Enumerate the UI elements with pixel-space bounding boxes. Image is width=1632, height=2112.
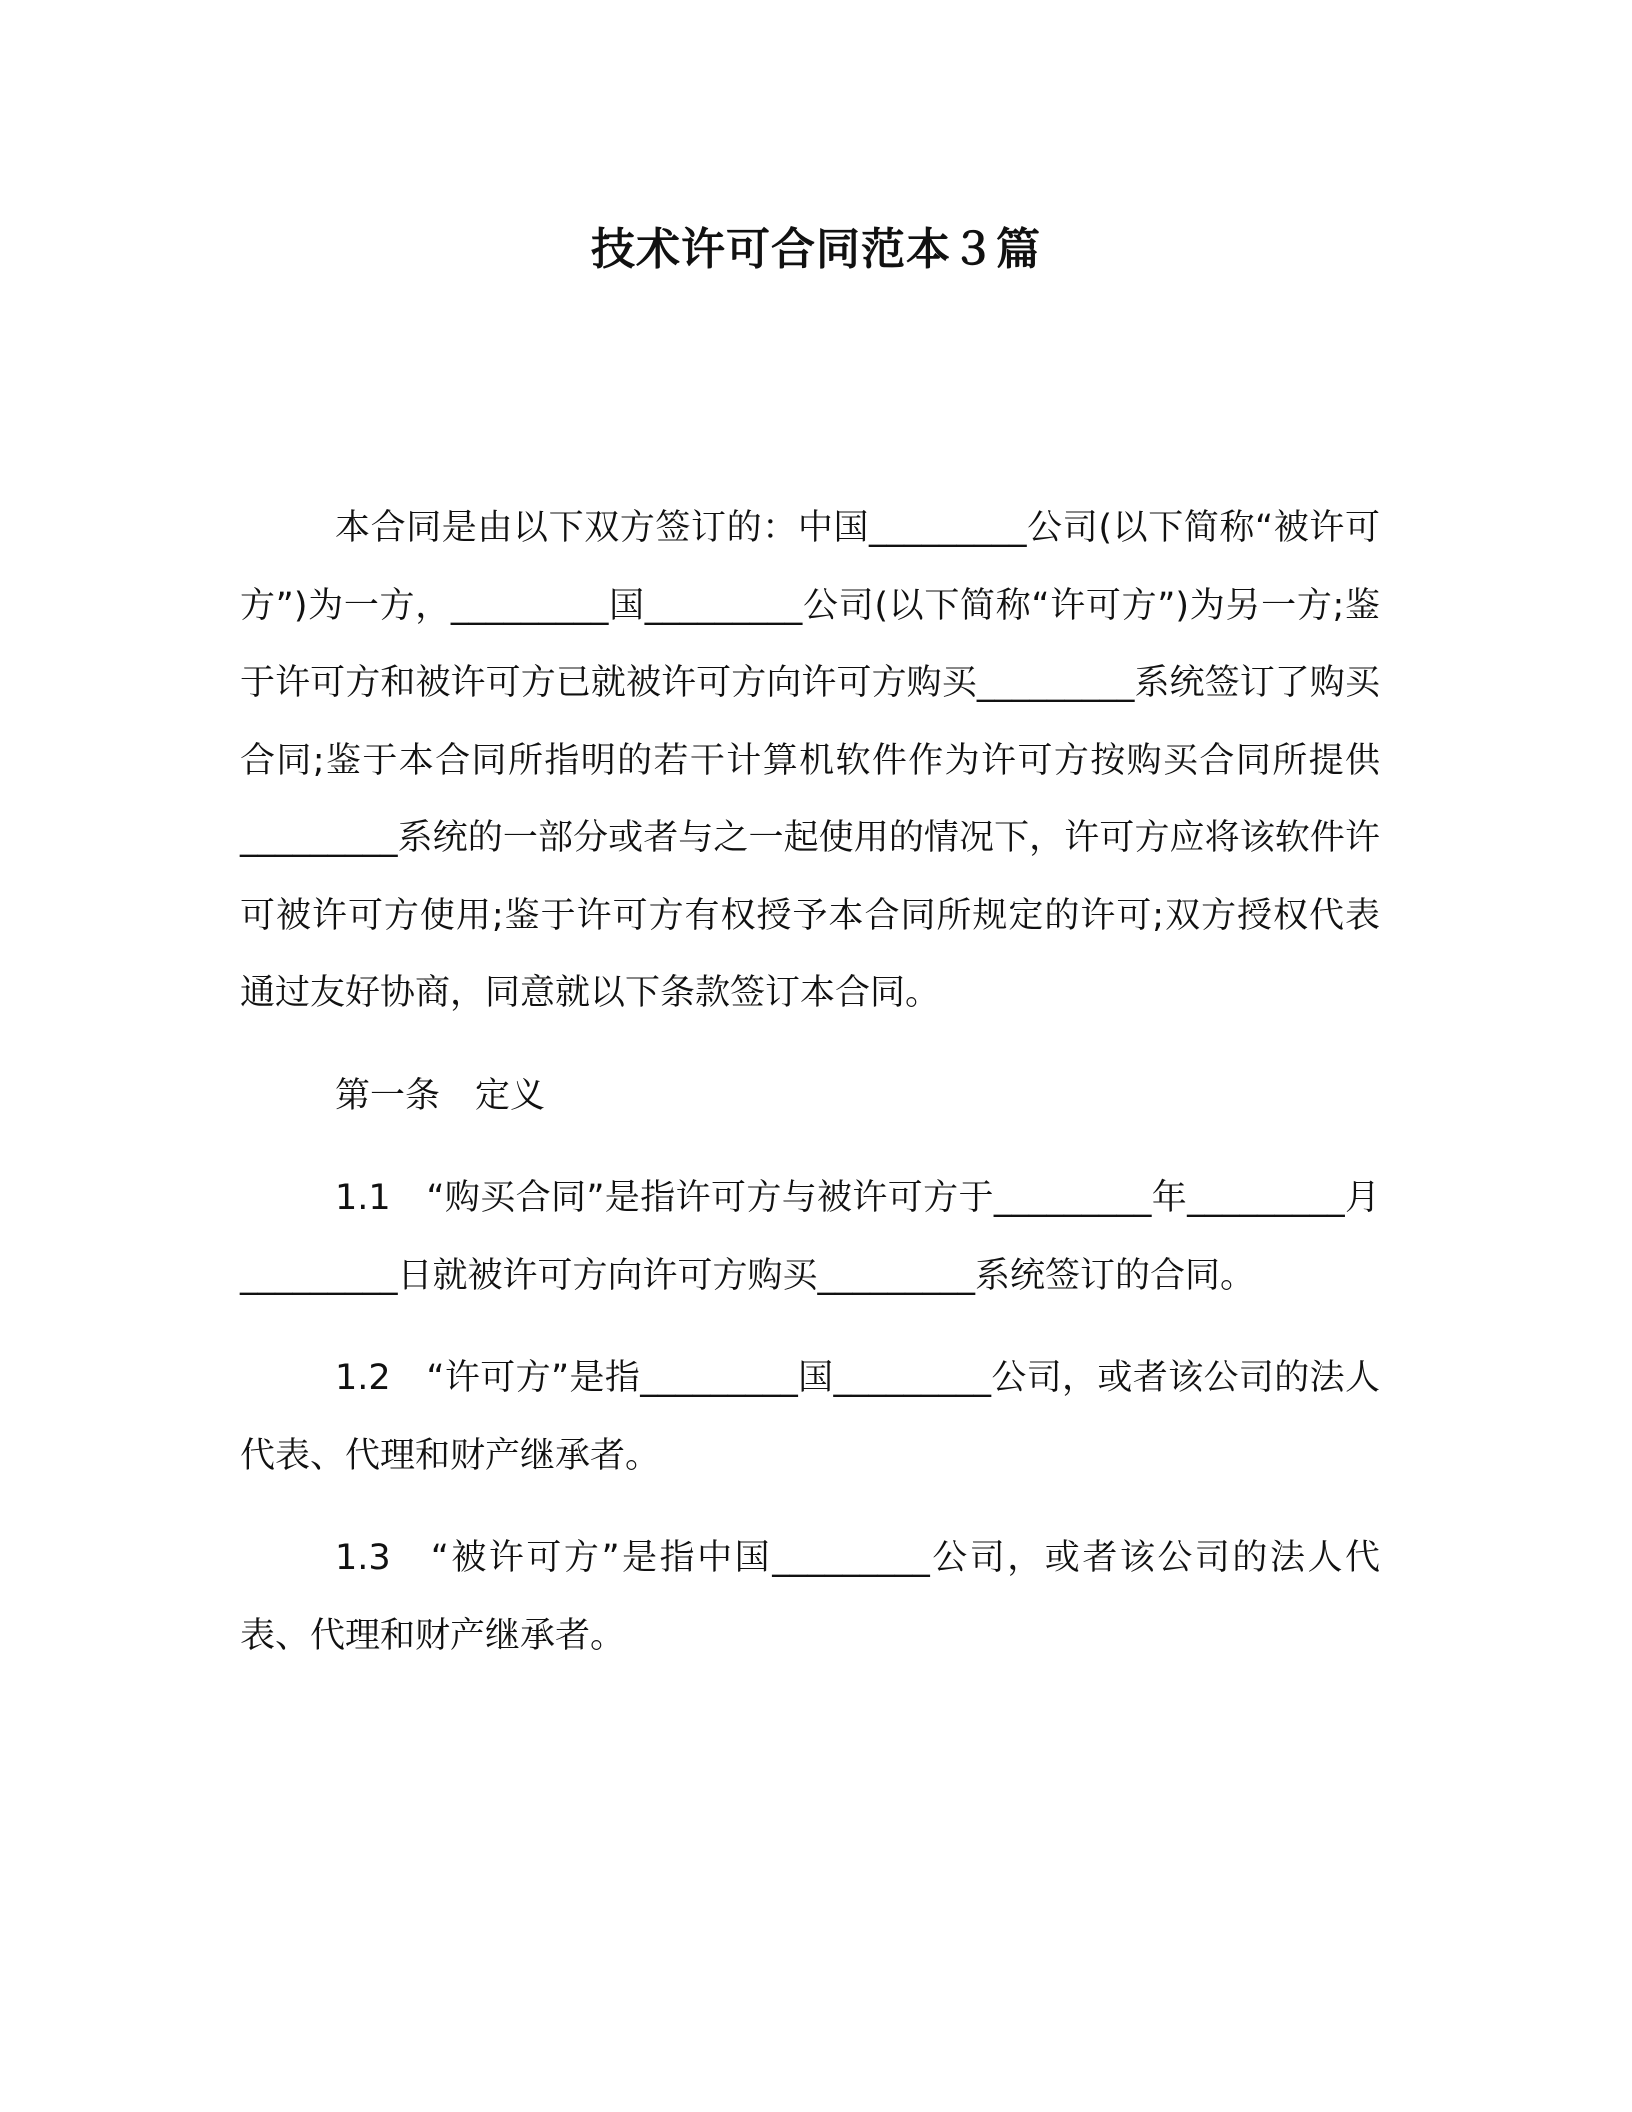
article-1-heading: 第一条 定义 xyxy=(335,1075,546,1116)
document-body xyxy=(240,490,1380,1675)
clause-1-1: 1.1 “购买合同”是指许可方与被许可方于_________年_________月_________日就被许可方向许可方购买_________系统签订的合同。 xyxy=(240,1178,1380,1296)
intro-paragraph: 本合同是由以下双方签订的：中国_________公司(以下简称“被许可方”)为一方，_________国_________公司(以下简称“许可方”)为另一方;鉴于许可方和被许可方已就被许可方向许可方购买_________系统签订了购买合同;鉴于本合同所指明的若干计算机软件作为许可方按购买合同所提供_________系统的一部分或者与之一起使用的情况下，许可方应将该软件许可被许可方使用;鉴于许可方有权授予本合同所规定的许可;双方授权代表通过友好协商，同意就以下条款签订本合同。 xyxy=(240,508,1380,1013)
clause-1-2: 1.2 “许可方”是指_________国_________公司，或者该公司的法人代表、代理和财产继承者。 xyxy=(240,1358,1380,1476)
document-title: 技术许可合同范本３篇 xyxy=(591,224,1041,275)
clause-1-3: 1.3 “被许可方”是指中国_________公司，或者该公司的法人代表、代理和财产继承者。 xyxy=(240,1538,1380,1656)
